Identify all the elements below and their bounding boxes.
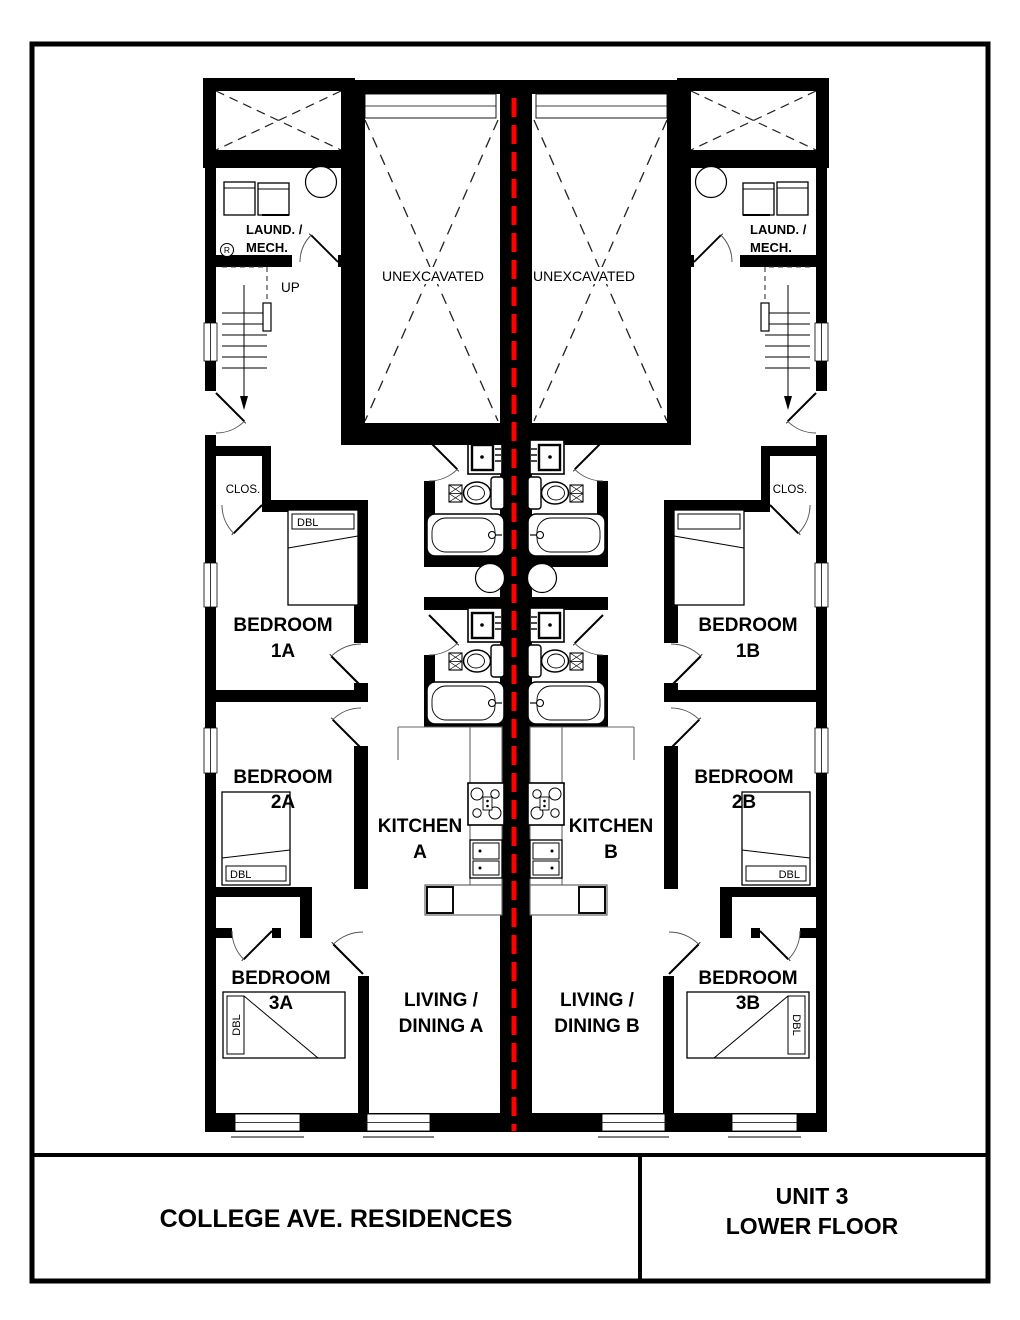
- label-bedroom-1b: BEDROOM: [698, 615, 798, 636]
- label-dbl-3a: DBL: [231, 1014, 243, 1036]
- title-block: [160, 1183, 899, 1239]
- label-dbl-3b: DBL: [790, 1014, 802, 1036]
- label-laundry-a-2: MECH.: [246, 240, 288, 255]
- riser-label: R: [223, 245, 231, 255]
- label-unexcavated-b: UNEXCAVATED: [533, 268, 635, 284]
- label-bedroom-2b-num: 2B: [731, 792, 757, 813]
- label-laundry-b-2: MECH.: [750, 240, 792, 255]
- label-dbl-1a: DBL: [297, 517, 319, 529]
- label-up: UP: [281, 280, 300, 295]
- label-dbl-2a: DBL: [230, 869, 252, 881]
- label-bedroom-3b: BEDROOM: [698, 968, 798, 989]
- label-bedroom-2a-num: 2A: [270, 792, 296, 813]
- unit-title: UNIT 3: [775, 1183, 849, 1209]
- label-living-a-1: LIVING /: [404, 990, 478, 1011]
- label-bedroom-3a-num: 3A: [268, 993, 294, 1014]
- riser-symbol: [221, 244, 234, 257]
- label-kitchen-b: KITCHEN: [568, 816, 654, 837]
- label-kitchen-a-num: A: [413, 842, 427, 863]
- label-bedroom-1a: BEDROOM: [233, 615, 333, 636]
- label-bedroom-2a: BEDROOM: [233, 767, 333, 788]
- label-closet-b: CLOS.: [772, 484, 808, 496]
- label-closet-a: CLOS.: [225, 484, 261, 496]
- label-living-a-2: DINING A: [398, 1016, 484, 1037]
- label-dbl-2b: DBL: [778, 869, 800, 881]
- label-bedroom-1b-num: 1B: [735, 641, 761, 662]
- label-living-b-1: LIVING /: [560, 990, 634, 1011]
- label-laundry-b-1: LAUND. /: [750, 222, 807, 237]
- floor-title: LOWER FLOOR: [725, 1213, 899, 1239]
- label-kitchen-a: KITCHEN: [377, 816, 463, 837]
- label-bedroom-1a-num: 1A: [270, 641, 296, 662]
- label-bedroom-3a: BEDROOM: [231, 968, 331, 989]
- label-laundry-a-1: LAUND. /: [246, 222, 303, 237]
- label-unexcavated-a: UNEXCAVATED: [382, 268, 484, 284]
- label-living-b-2: DINING B: [554, 1016, 640, 1037]
- label-bedroom-2b: BEDROOM: [694, 767, 794, 788]
- label-bedroom-3b-num: 3B: [735, 993, 761, 1014]
- project-title: COLLEGE AVE. RESIDENCES: [159, 1205, 513, 1233]
- label-kitchen-b-num: B: [604, 842, 618, 863]
